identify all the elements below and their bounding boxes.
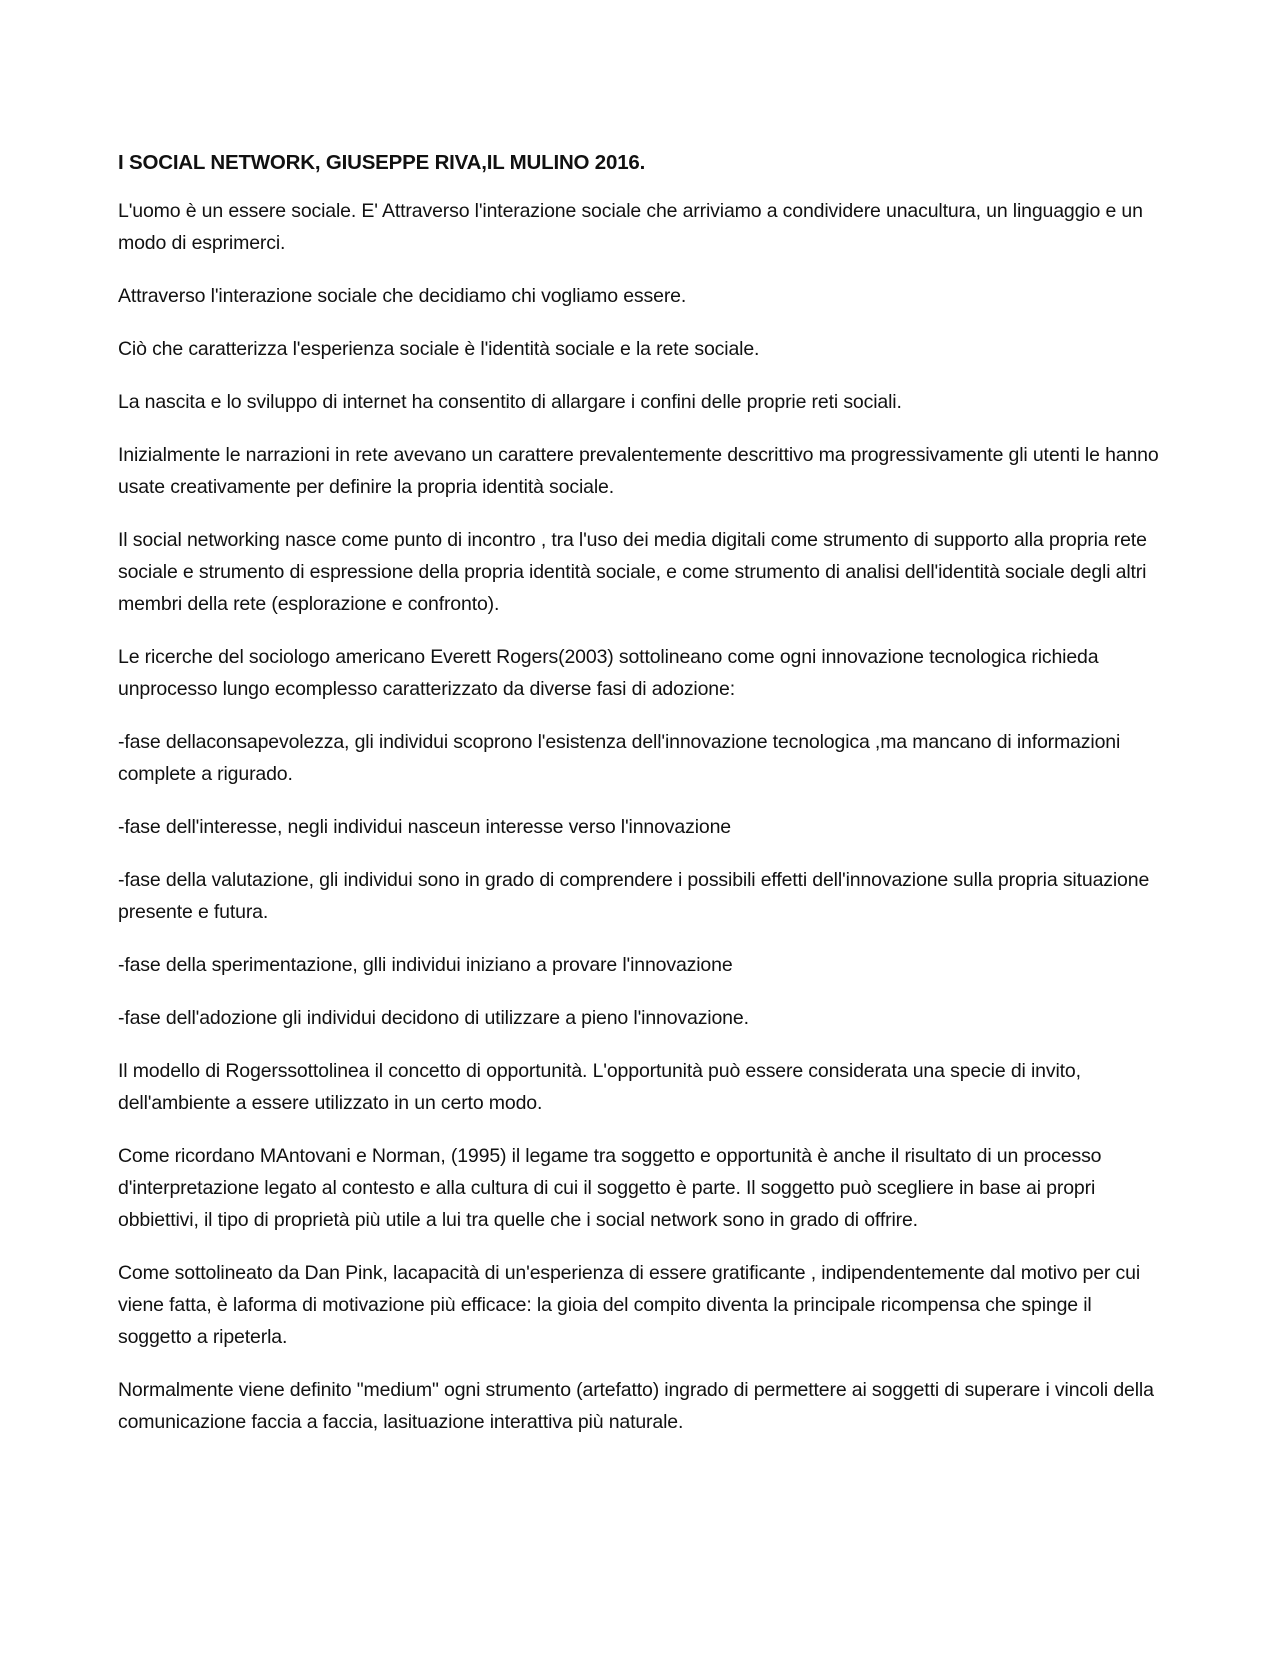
list-item: -fase della sperimentazione, glli individui iniziano a provare l'innovazione xyxy=(118,954,733,976)
document-title: I SOCIAL NETWORK, GIUSEPPE RIVA,IL MULINO 2016. xyxy=(118,151,646,174)
paragraph: Le ricerche del sociologo americano Everett Rogers(2003) sottolineano come ogni innovazione tecnologica richieda unprocesso lungo ecomplesso caratterizzato da diverse fasi di adozione: xyxy=(118,646,1099,700)
paragraph: Ciò che caratterizza l'esperienza sociale è l'identità sociale e la rete sociale. xyxy=(118,338,760,360)
paragraph: Come ricordano MAntovani e Norman, (1995) il legame tra soggetto e opportunità è anche il risultato di un processo d'interpretazione legato al contesto e alla cultura di cui il soggetto è parte. Il soggetto può scegliere in base ai propri obbiettivi, il tipo di proprietà più utile a lui tra quelle che i social network sono in grado di offrire. xyxy=(118,1145,1102,1231)
paragraph: Come sottolineato da Dan Pink, lacapacità di un'esperienza di essere gratificante , indipendentemente dal motivo per cui viene fatta, è laforma di motivazione più efficace: la gioia del compito diventa la principale ricompensa che spinge il soggetto a ripeterla. xyxy=(118,1262,1141,1348)
paragraph: Normalmente viene definito "medium" ogni strumento (artefatto) ingrado di permettere ai soggetti di superare i vincoli della comunicazione faccia a faccia, lasituazione interattiva più naturale. xyxy=(118,1379,1154,1433)
list-item: -fase dellaconsapevolezza, gli individui scoprono l'esistenza dell'innovazione tecnologica ,ma mancano di informazioni complete a rigurado. xyxy=(118,731,1121,785)
list-item: -fase dell'interesse, negli individui nasceun interesse verso l'innovazione xyxy=(118,816,731,838)
list-item: -fase dell'adozione gli individui decidono di utilizzare a pieno l'innovazione. xyxy=(118,1007,749,1029)
paragraph: La nascita e lo sviluppo di internet ha consentito di allargare i confini delle proprie reti sociali. xyxy=(118,391,902,413)
paragraph: Attraverso l'interazione sociale che decidiamo chi vogliamo essere. xyxy=(118,285,687,307)
paragraph: Il social networking nasce come punto di incontro , tra l'uso dei media digitali come strumento di supporto alla propria rete sociale e strumento di espressione della propria identità sociale, e come strumento di analisi dell'identità sociale degli altri membri della rete (esplorazione e confronto). xyxy=(118,529,1147,615)
paragraph: Il modello di Rogerssottolinea il concetto di opportunità. L'opportunità può essere considerata una specie di invito, dell'ambiente a essere utilizzato in un certo modo. xyxy=(118,1060,1081,1114)
list-item: -fase della valutazione, gli individui sono in grado di comprendere i possibili effetti dell'innovazione sulla propria situazione presente e futura. xyxy=(118,869,1150,923)
paragraph: Inizialmente le narrazioni in rete avevano un carattere prevalentemente descrittivo ma progressivamente gli utenti le hanno usate creativamente per definire la propria identità sociale. xyxy=(118,444,1159,498)
paragraph: L'uomo è un essere sociale. E' Attraverso l'interazione sociale che arriviamo a condividere unacultura, un linguaggio e un modo di esprimerci. xyxy=(118,200,1143,254)
document-body xyxy=(118,150,1163,1459)
